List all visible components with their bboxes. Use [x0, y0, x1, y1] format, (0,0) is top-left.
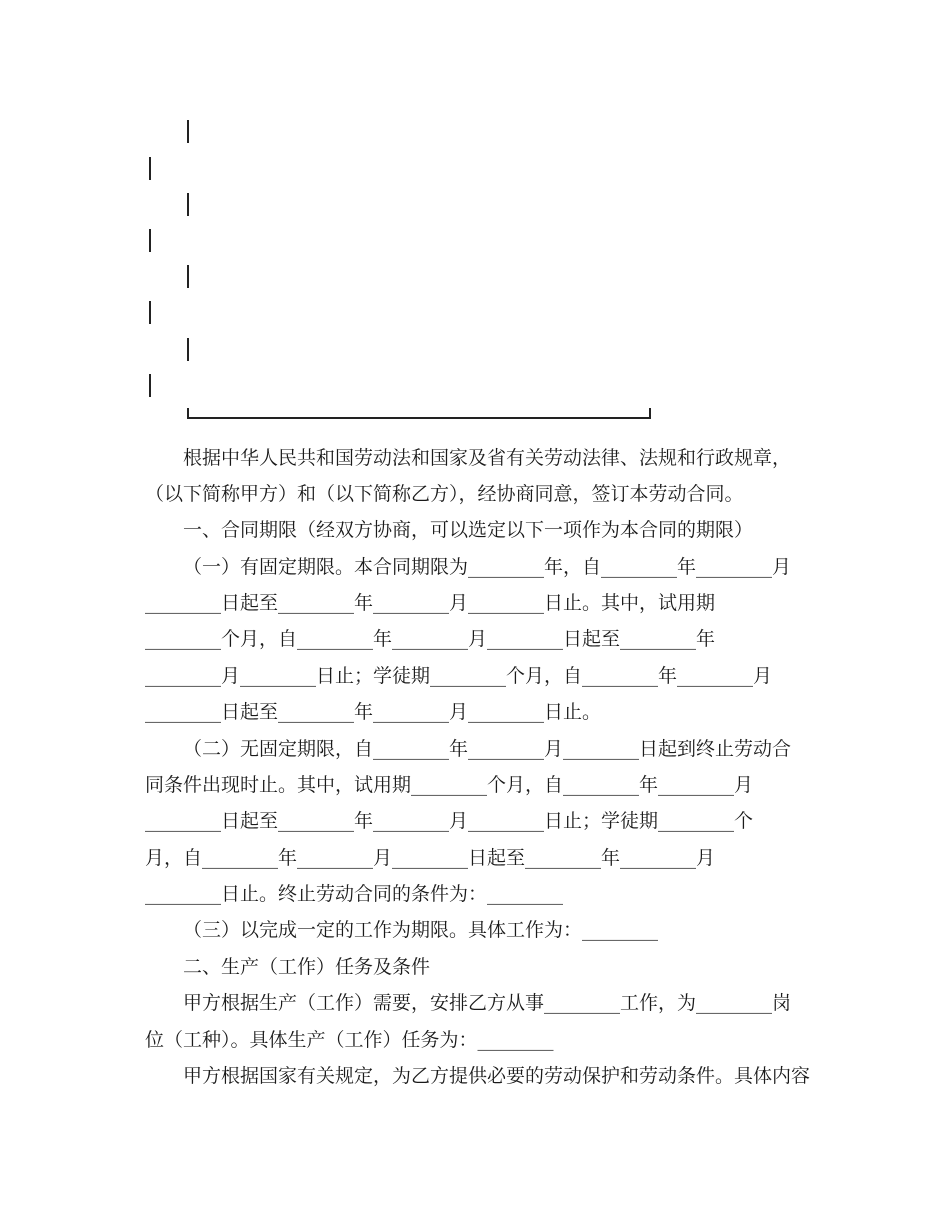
paragraph-line: （三）以完成一定的工作为期限。具体工作为：________ — [183, 919, 659, 941]
table-border-segment — [149, 157, 151, 180]
paragraph-line: 甲方根据国家有关规定，为乙方提供必要的劳动保护和劳动条件。具体内容 — [183, 1065, 811, 1087]
table-border-segment — [149, 301, 151, 324]
table-border-segment — [149, 229, 151, 252]
paragraph-line: （二）无固定期限，自________年________月________日起到终止劳动合 — [183, 738, 792, 760]
table-border-segment — [149, 374, 151, 397]
table-border-segment — [187, 120, 189, 143]
table-border-segment — [187, 265, 189, 288]
paragraph-line: 同条件出现时止。其中，试用期________个月，自________年________月 — [145, 774, 754, 796]
paragraph-line: ________日止。终止劳动合同的条件为：________ — [145, 883, 564, 905]
table-bottom-border — [187, 408, 651, 419]
paragraph-line: 月，自________年________月________日起至________年________月 — [145, 847, 716, 869]
paragraph-line: ________日起至________年________月________日止。 — [145, 701, 602, 723]
paragraph-line: ________日起至________年________月________日止；学徒期________个 — [145, 810, 754, 832]
paragraph-line: 根据中华人民共和国劳动法和国家及省有关劳动法律、法规和行政规章， — [183, 447, 792, 469]
section-heading: 二、生产（工作）任务及条件 — [183, 956, 431, 978]
paragraph-line: （一）有固定期限。本合同期限为________年，自________年________月 — [183, 556, 792, 578]
paragraph-line: 位（工种）。具体生产（工作）任务为：________ — [145, 1029, 554, 1051]
table-border-segment — [187, 338, 189, 361]
paragraph-line: ________月________日止；学徒期________个月，自________年________月 — [145, 665, 773, 687]
paragraph-line: （以下简称甲方）和（以下简称乙方），经协商同意，签订本劳动合同。 — [145, 483, 744, 505]
paragraph-line: ________日起至________年________月________日止。其中，试用期 — [145, 592, 716, 614]
table-border-segment — [187, 193, 189, 216]
section-heading: 一、合同期限（经双方协商，可以选定以下一项作为本合同的期限） — [183, 519, 754, 541]
paragraph-line: ________个月，自________年________月________日起至________年 — [145, 628, 716, 650]
paragraph-line: 甲方根据生产（工作）需要，安排乙方从事________工作，为________岗 — [183, 992, 792, 1014]
